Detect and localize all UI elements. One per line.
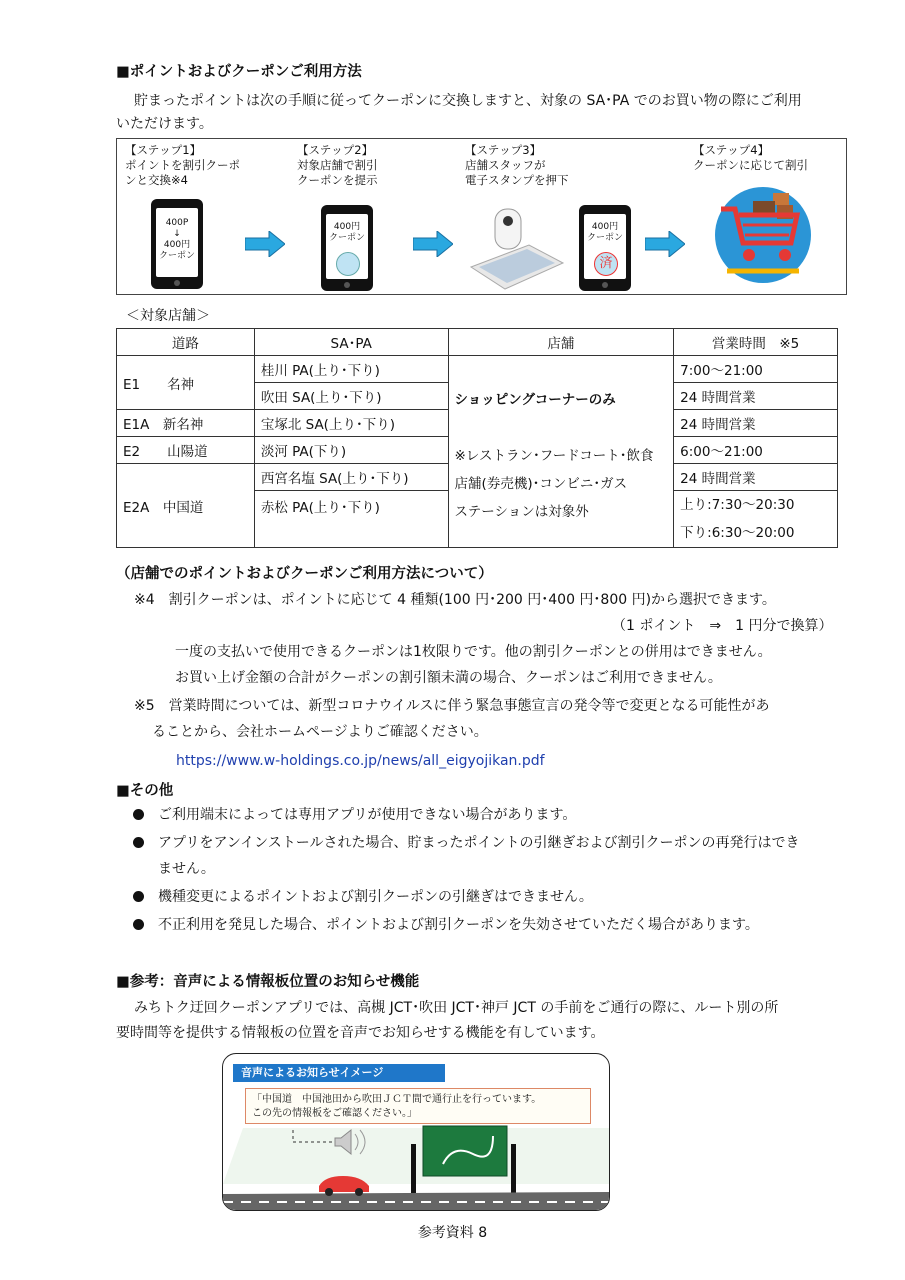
stores-table: [116, 328, 838, 548]
list-item: [133, 802, 576, 828]
hours-up: 上り:7:30～20:30: [680, 497, 795, 513]
hours-url-link[interactable]: https://www.w-holdings.co.jp/news/all_eigyojikan.pdf: [176, 753, 545, 769]
sapa-cell: 淡河 PA(下り): [254, 437, 448, 464]
step-4-label: 【ステップ4】 クーポンに応じて割引: [693, 143, 808, 172]
bullet-icon: [133, 891, 144, 902]
table-row: [117, 356, 838, 383]
road-cell: E2A 中国道: [117, 464, 255, 548]
hours-cell: 24 時間営業: [674, 410, 838, 437]
page-footer: 参考資料 8: [417, 1225, 488, 1241]
usage-heading: （店舗でのポイントおよびクーポンご利用方法について）: [116, 566, 493, 582]
speech-text: 「中国道 中国池田から吹田ＪＣＴ間で通行止を行っています。: [252, 1094, 542, 1105]
road-scene: [223, 1124, 609, 1210]
hours-cell: [674, 491, 838, 548]
note-4-limit: 一度の支払いで使用できるクーポンは1枚限りです。他の割引クーポンとの併用はできません。: [175, 644, 772, 660]
col-shop: 店舗: [448, 329, 674, 356]
col-hours: 営業時間 ※5: [674, 329, 838, 356]
hours-cell: 6:00～21:00: [674, 437, 838, 464]
intro-text: 貯まったポイントは次の手順に従ってクーポンに交換しますと、対象の SA･PA でのお買い物の際にご利用: [134, 93, 802, 109]
shop-main: ショッピングコーナーのみ: [454, 392, 616, 408]
bullet-text: アプリをアンインストールされた場合、貯まったポイントの引継ぎおよび割引クーポンの再発行はでき: [158, 835, 800, 851]
electronic-stamp-icon: [467, 205, 567, 291]
speech-bubble: [245, 1088, 591, 1124]
col-sapa: SA･PA: [254, 329, 448, 356]
hours-cell: 24 時間営業: [674, 383, 838, 410]
section-heading-usage: ■ポイントおよびクーポンご利用方法: [116, 64, 362, 80]
reference-heading: ■参考：音声による情報板位置のお知らせ機能: [116, 974, 420, 990]
other-heading: ■その他: [116, 783, 174, 799]
bullet-icon: [133, 919, 144, 930]
sapa-cell: 桂川 PA(上り･下り): [254, 356, 448, 383]
step-2-label: 【ステップ2】 対象店舗で割引 クーポンを提示: [297, 143, 378, 187]
step-1-label: 【ステップ1】 ポイントを割引クーポ ンと交換※4: [125, 143, 240, 187]
hours-cell: 7:00～21:00: [674, 356, 838, 383]
col-road: 道路: [117, 329, 255, 356]
phone-icon: [579, 205, 631, 291]
reference-text-2: 要時間等を提供する情報板の位置を音声でお知らせする機能を有しています。: [116, 1025, 605, 1041]
list-item: [133, 830, 799, 856]
phone-icon: [321, 205, 373, 291]
list-item: [133, 912, 759, 938]
voice-notice-illustration: [222, 1053, 610, 1211]
note-4-min: お買い上げ金額の合計がクーポンの割引額未満の場合、クーポンはご利用できません。: [175, 670, 722, 686]
bullet-text: 不正利用を発見した場合、ポイントおよび割引クーポンを失効させていただく場合があります。: [158, 917, 759, 933]
bullet-icon: [133, 809, 144, 820]
note-4: ※4 割引クーポンは、ポイントに応じて 4 種類(100 円･200 円･400 円･800 円)から選択できます。: [134, 592, 776, 608]
bullet-text-cont: ません。: [158, 861, 215, 877]
list-item: [133, 884, 593, 910]
note-5-cont: ることから、会社ホームページよりご確認ください。: [152, 724, 488, 740]
coupon-circle-icon: [336, 252, 360, 276]
reference-text: みちトク迂回クーポンアプリでは、高槻 JCT･吹田 JCT･神戸 JCT の手前をご通行の際に、ルート別の所: [134, 1000, 779, 1016]
shop-cell: [448, 356, 674, 548]
shopping-cart-icon: [713, 179, 813, 285]
arrow-right-icon: [245, 231, 285, 257]
bullet-text: 機種変更によるポイントおよび割引クーポンの引継ぎはできません。: [158, 889, 593, 905]
speech-text: この先の情報板をご確認ください。」: [252, 1108, 417, 1119]
phone-screen-text: 400P ↓ 400円 クーポン: [158, 218, 195, 261]
road-cell: E1 名神: [117, 356, 255, 410]
shop-note: ※レストラン･フードコート･飲食: [454, 448, 654, 464]
sapa-cell: 西宮名塩 SA(上り･下り): [254, 464, 448, 491]
step-3-label: 【ステップ3】 店舗スタッフが 電子スタンプを押下: [465, 143, 569, 187]
hours-cell: 24 時間営業: [674, 464, 838, 491]
note-5: ※5 営業時間については、新型コロナウイルスに伴う緊急事態宣言の発令等で変更となる可能性があ: [134, 698, 770, 714]
phone-icon: [151, 199, 203, 289]
stamp-mark: 済: [594, 252, 618, 276]
intro-text-2: いただけます。: [116, 116, 213, 132]
hours-down: 下り:6:30～20:00: [680, 525, 795, 541]
steps-panel: [116, 138, 847, 295]
sapa-cell: 宝塚北 SA(上り･下り): [254, 410, 448, 437]
bullet-text: ご利用端末によっては専用アプリが使用できない場合があります。: [158, 807, 577, 823]
shop-note: ステーションは対象外: [454, 504, 589, 520]
bullet-icon: [133, 837, 144, 848]
phone-screen-text: 400円 クーポン: [586, 222, 623, 243]
sapa-cell: 吹田 SA(上り･下り): [254, 383, 448, 410]
sapa-cell: 赤松 PA(上り･下り): [254, 491, 448, 548]
stores-caption: ＜対象店舗＞: [126, 308, 210, 324]
arrow-right-icon: [645, 231, 685, 257]
note-4-rate: （1 ポイント ⇒ 1 円分で換算）: [612, 618, 833, 634]
illustration-banner: 音声によるお知らせイメージ: [233, 1064, 445, 1082]
road-cell: E1A 新名神: [117, 410, 255, 437]
table-header-row: [117, 329, 838, 356]
arrow-right-icon: [413, 231, 453, 257]
road-cell: E2 山陽道: [117, 437, 255, 464]
phone-screen-text: 400円 クーポン: [328, 222, 365, 243]
shop-note: 店舗(券売機)･コンビニ･ガス: [454, 476, 628, 492]
